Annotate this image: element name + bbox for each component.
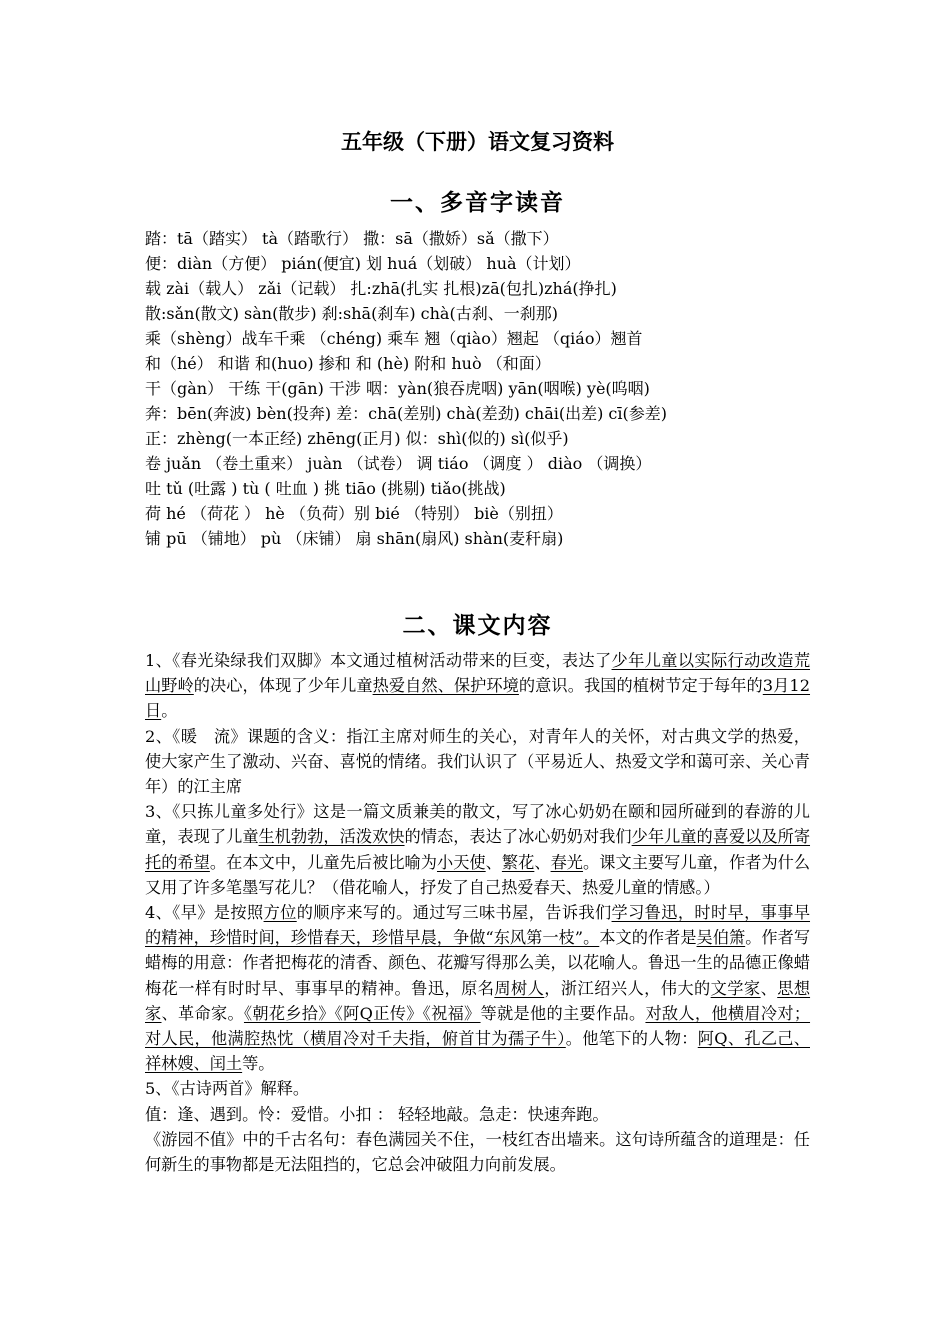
underlined-key-phrase: 生机勃勃，活泼欢快: [258, 827, 405, 847]
paragraph-text: 2、《暖 流》课题的含义：指江主席对师生的关心，对青年人的关怀，对古典文学的热爱，使大家产生了激动、兴奋、喜悦的情绪。我们认识了（平易近人、热爱文学和蔼可亲、关心青年）的江主席: [145, 726, 810, 797]
paragraph-text: 的决心，体现了少年儿童: [193, 676, 373, 696]
underlined-key-phrase: 繁花: [501, 852, 535, 872]
lesson-content-body: [145, 648, 810, 1177]
underlined-key-phrase: 3月12日: [145, 676, 811, 721]
underlined-key-phrase: 热爱自然、保护环境: [372, 676, 519, 696]
underlined-key-phrase: 思想家: [145, 978, 811, 1023]
paragraph-text: 、: [760, 978, 778, 998]
paragraph-text: 《游园不值》中的千古名句：春色满园关不住，一枝红杏出墙来。这句诗所蕴含的道理是：任何新生的事物都是无法阻挡的，它总会冲破阻力向前发展。: [145, 1129, 810, 1175]
paragraph-text: 的情态，表达了冰心奶奶对我们: [404, 827, 632, 847]
underlined-key-phrase: 阿Q、孔乙己、祥林嫂、闰土: [145, 1029, 810, 1074]
underlined-key-phrase: 春光: [550, 852, 584, 872]
paragraph-text: 等就是他的主要作品。: [480, 1003, 646, 1023]
underlined-key-phrase: 吴伯箫: [696, 928, 746, 948]
polyphonic-line: 干（gàn） 干练 干(gān) 干涉 咽：yàn(狼吞虎咽) yān(咽喉) yè(呜咽): [145, 379, 650, 398]
paragraph-text: 。作者写蜡梅的用意：作者把梅花的清香、颜色、花瓣写得那么美，以花喻人。鲁迅一生的品德正像蜡梅花一样有时时早、事事早的精神。鲁迅，原名: [145, 928, 811, 998]
underlined-key-phrase: 小天使: [436, 852, 486, 872]
underlined-key-phrase: 学习鲁迅，时时早，事事早的精神，珍惜时间，珍惜春天，珍惜早晨，争做“东风第一枝”。: [145, 903, 811, 948]
underlined-key-phrase: 《朝花乡拾》《阿Q正传》《祝福》: [243, 1003, 481, 1023]
polyphonic-line: 乘（shèng）战车千乘 （chéng) 乘车 翘（qiào）翘起 （qiáo）翘首: [145, 329, 643, 348]
paragraph-text: 的意识。我国的植树节定于每年的: [518, 676, 763, 696]
paragraph-text: 。在本文中，儿童先后被比喻为: [209, 852, 437, 872]
polyphonic-line: 吐 tǔ (吐露 ) tù ( 吐血 ) 挑 tiāo (挑剔) tiǎo(挑战): [145, 479, 506, 498]
paragraph-text: 本文的作者是: [599, 928, 697, 948]
polyphonic-list: [145, 226, 810, 551]
polyphonic-line: 和（hé） 和谐 和(huo) 掺和 和 (hè) 附和 huò （和面）: [145, 354, 551, 373]
lesson-paragraph: [145, 648, 810, 724]
polyphonic-line: 便：diàn（方便） pián(便宜) 划 huá（划破） huà（计划）: [145, 254, 581, 273]
lesson-paragraph: [145, 1127, 810, 1177]
paragraph-text: 值：逢、遇到。怜：爱惜。小扣 ： 轻轻地敲。急走：快速奔跑。: [145, 1104, 609, 1124]
paragraph-text: 等。: [242, 1054, 275, 1074]
paragraph-text: 、: [534, 852, 551, 872]
paragraph-text: 3、《只拣儿童多处行》这是一篇文质兼美的散文，写了冰心奶奶在颐和园所碰到的春游的儿童，表现了儿童: [145, 802, 810, 847]
paragraph-text: ，浙江绍兴人，伟大的: [544, 978, 711, 998]
polyphonic-line: 正：zhèng(一本正经) zhēng(正月) 似：shì(似的) sì(似乎): [145, 429, 569, 448]
paragraph-text: 、: [485, 852, 502, 872]
polyphonic-line: 载 zài（载人） zǎi（记载） 扎:zhā(扎实 扎根)zā(包扎)zhá(挣扎): [145, 279, 617, 298]
paragraph-text: 。: [161, 701, 178, 721]
section-heading-polyphonic: 一、多音字读音: [390, 190, 565, 216]
lesson-paragraph: [145, 799, 810, 900]
polyphonic-line: 铺 pū （铺地） pù （床铺） 扇 shān(扇风) shàn(麦秆扇): [145, 529, 564, 548]
paragraph-text: 。课文主要写儿童，作者为什么又用了许多笔墨写花儿？（借花喻人，抒发了自己热爱春天、热爱儿童的情感。）: [145, 852, 811, 897]
underlined-key-phrase: 少年儿童的喜爱以及所寄托的希望: [145, 827, 811, 872]
paragraph-text: 1、《春光染绿我们双脚》本文通过植树活动带来的巨变，表达了: [145, 651, 612, 670]
lesson-paragraph: [145, 1076, 810, 1101]
underlined-key-phrase: 少年儿童以实际行动改造荒山野岭: [145, 651, 811, 696]
polyphonic-line: 散:sǎn(散文) sàn(散步) 刹:shā(刹车) chà(古刹、一刹那): [145, 304, 558, 323]
paragraph-text: 。他笔下的人物：: [565, 1029, 698, 1049]
document-title: 五年级（下册）语文复习资料: [341, 130, 614, 154]
polyphonic-line: 踏：tā（踏实） tà（踏歌行） 撒：sā（撒娇）sǎ（撒下）: [145, 229, 559, 248]
polyphonic-line: 卷 juǎn （卷土重来） juàn （试卷） 调 tiáo （调度 ） diào （调换）: [145, 454, 652, 473]
paragraph-text: 5、《古诗两首》解释。: [145, 1079, 310, 1099]
underlined-key-phrase: 对敌人，他横眉冷对；对人民，他满腔热忱（横眉冷对千夫指，俯首甘为孺子牛）: [145, 1003, 811, 1049]
lesson-paragraph: [145, 900, 810, 1076]
lesson-paragraph: [145, 724, 810, 800]
section-heading-lesson-content: 二、课文内容: [402, 613, 553, 639]
paragraph-text: 4、《早》是按照: [145, 903, 264, 923]
underlined-key-phrase: 周树人: [494, 978, 545, 998]
lesson-paragraph: [145, 1102, 810, 1127]
underlined-key-phrase: 文学家: [710, 978, 761, 998]
paragraph-text: 、革命家。: [161, 1003, 244, 1023]
paragraph-text: 的顺序来写的。通过写三味书屋，告诉我们: [296, 903, 612, 923]
underlined-key-phrase: 方位: [263, 903, 297, 923]
polyphonic-line: 荷 hé （荷花 ） hè （负荷）别 bié （特别） biè（别扭）: [145, 504, 563, 523]
polyphonic-line: 奔：bēn(奔波) bèn(投奔) 差：chā(差别) chà(差劲) chāi(出差) cī(参差): [145, 404, 667, 423]
